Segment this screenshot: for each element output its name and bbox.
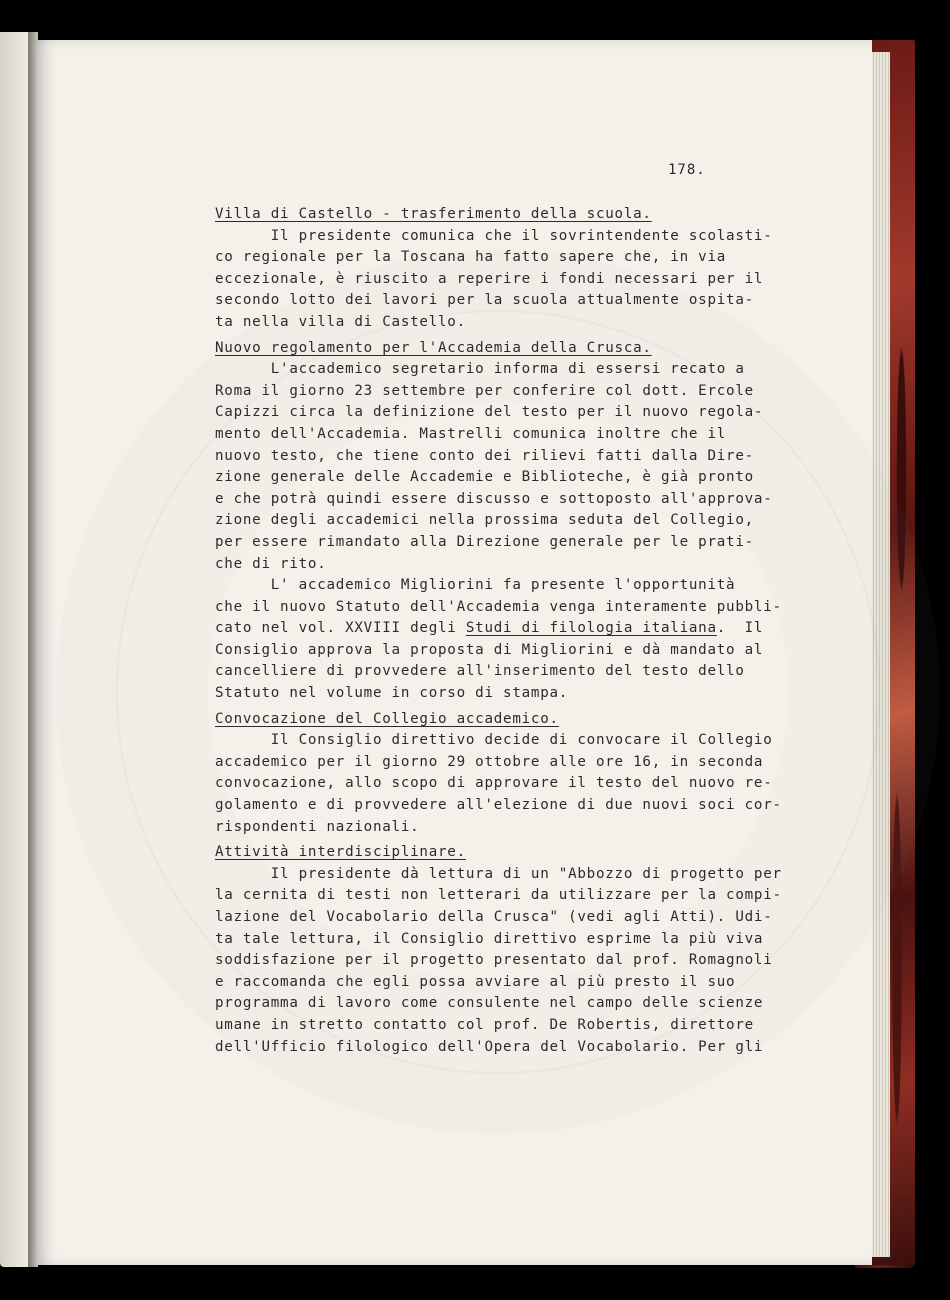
text-line: zione degli accademici nella prossima seduta del Collegio,	[215, 512, 754, 529]
page-body	[215, 204, 782, 1058]
section-heading: Villa di Castello - trasferimento della scuola.	[215, 206, 652, 222]
text-line: lazione del Vocabolario della Crusca" (vedi agli Atti). Udi-	[215, 909, 773, 925]
text-line: secondo lotto dei lavori per la scuola attualmente ospita-	[215, 292, 754, 309]
text-line: e raccomanda che egli possa avviare al più presto il suo	[215, 973, 736, 990]
text-line: cancelliere di provvedere all'inserimento del testo dello	[215, 663, 745, 680]
text-line: L' accademico Migliorini fa presente l'opportunità	[215, 577, 736, 594]
page-number: 178.	[668, 162, 706, 178]
text-line: la cernita di testi non letterari da utilizzare per la compi-	[215, 887, 782, 904]
text-line: Roma il giorno 23 settembre per conferire col dott. Ercole	[215, 382, 754, 399]
text-line: soddisfazione per il progetto presentato dal prof. Romagnoli	[215, 952, 773, 969]
text-fragment: . Il	[716, 620, 764, 637]
text-line: Il presidente dà lettura di un "Abbozzo di progetto per	[215, 865, 782, 882]
text-line: ta nella villa di Castello.	[215, 313, 466, 330]
text-line: mento dell'Accademia. Mastrelli comunica inoltre che il	[215, 425, 727, 442]
text-line: convocazione, allo scopo di approvare il testo del nuovo re-	[215, 775, 773, 792]
text-line: che il nuovo Statuto dell'Accademia venga interamente pubbli-	[215, 598, 782, 615]
text-line: ta tale lettura, il Consiglio direttivo esprime la più viva	[215, 930, 764, 947]
text-line: per essere rimandato alla Direzione generale per le prati-	[215, 533, 754, 550]
section-heading: Convocazione del Collegio accademico.	[215, 710, 559, 727]
text-line: Consiglio approva la proposta di Migliorini e dà mandato al	[215, 641, 764, 658]
text-line: dell'Ufficio filologico dell'Opera del Vocabolario. Per gli	[215, 1038, 764, 1055]
facing-page-edge	[0, 32, 28, 1267]
text-line: Capizzi circa la definizione del testo per il nuovo regola-	[215, 404, 764, 421]
text-line-with-title	[215, 618, 764, 640]
text-line: programma di lavoro come consulente nel campo delle scienze	[215, 995, 764, 1012]
text-line: L'accademico segretario informa di essersi recato a	[215, 361, 745, 378]
text-line: nuovo testo, che tiene conto dei rilievi fatti dalla Dire-	[215, 447, 754, 464]
publication-title: Studi di filologia italiana	[465, 620, 717, 637]
text-line: rispondenti nazionali.	[215, 818, 420, 835]
section-heading: Attività interdisciplinare.	[215, 844, 466, 861]
section-heading: Nuovo regolamento per l'Accademia della Crusca.	[215, 339, 652, 356]
text-line: e che potrà quindi essere discusso e sottoposto all'approva-	[215, 490, 773, 507]
text-line: accademico per il giorno 29 ottobre alle ore 16, in seconda	[215, 753, 764, 770]
text-line: Il presidente comunica che il sovrintendente scolasti-	[215, 227, 773, 244]
text-line: eccezionale, è riuscito a reperire i fondi necessari per il	[215, 270, 764, 287]
text-line: zione generale delle Accademie e Biblioteche, è già pronto	[215, 469, 754, 486]
text-line: umane in stretto contatto col prof. De Robertis, direttore	[215, 1016, 754, 1033]
text-line: Il Consiglio direttivo decide di convocare il Collegio	[215, 732, 773, 749]
text-line: Statuto nel volume in corso di stampa.	[215, 685, 569, 702]
text-line: che di rito.	[215, 555, 327, 572]
text-line: co regionale per la Toscana ha fatto sapere che, in via	[215, 249, 727, 266]
text-fragment: cato nel vol. XXVIII degli	[215, 620, 466, 637]
text-line: golamento e di provvedere all'elezione di due nuovi soci cor-	[215, 797, 782, 814]
